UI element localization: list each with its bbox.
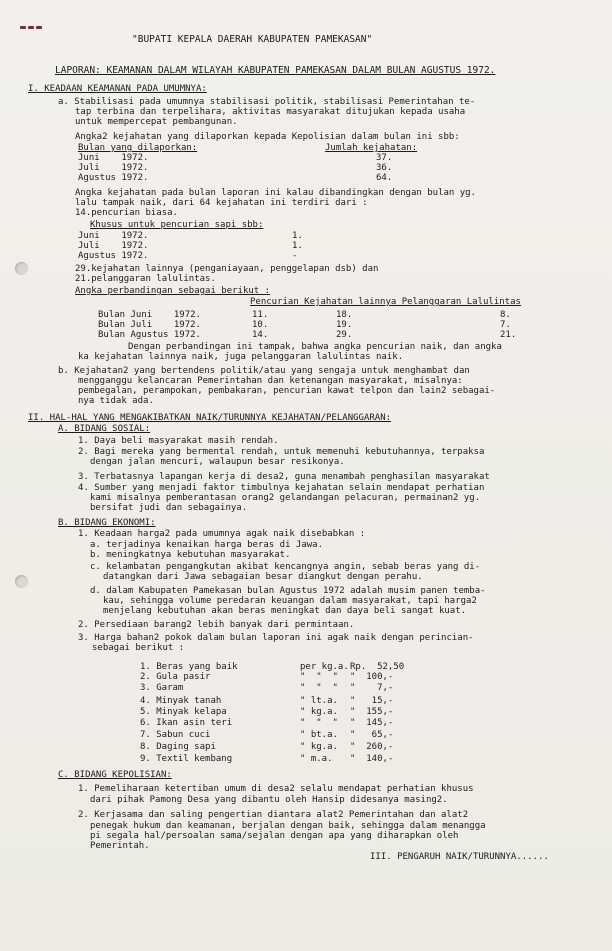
text-line: dari pihak Pamong Desa yang dibantu oleh Hansip didesanya masing2. [90, 795, 448, 805]
subsection-heading: A. BIDANG SOSIAL: [58, 424, 151, 434]
table-cell: 36. [376, 163, 393, 173]
table-cell: 37. [376, 153, 393, 163]
price-unit: " lt.a. [300, 696, 344, 706]
text-line: Dengan perbandingan ini tampak, bahwa angka pencurian naik, dan angka [128, 342, 502, 352]
text-line: b. Kejahatan2 yang bertendens politik/atau yang sengaja untuk menghambat dan [58, 366, 470, 376]
text-line: 3. Terbatasnya lapangan kerja di desa2, guna menambah penghasilan masyarakat [78, 472, 490, 482]
text-line: a. Stabilisasi pada umumnya stabilisasi politik, stabilisasi Pemerintahan te- [58, 97, 476, 107]
text-line: Angka2 kejahatan yang dilaporkan kepada Kepolisian dalam bulan ini sbb: [75, 132, 460, 142]
table-cell: - [292, 251, 298, 261]
table-cell: 10. [252, 320, 269, 330]
price-item: 4. Minyak tanah [140, 696, 222, 706]
column-header: Pencurian Kejahatan lainnya Pelanggaran Lalulintas [250, 297, 521, 307]
text-line: b. meningkatnya kebutuhan masyarakat. [90, 550, 291, 560]
text-line: 29.kejahatan lainnya (penganiayaan, penggelapan dsb) dan [75, 264, 379, 274]
document-title: "BUPATI KEPALA DAERAH KABUPATEN PAMEKASAN" [132, 34, 373, 45]
text-line: 14.pencurian biasa. [75, 208, 178, 218]
price-unit: " m.a. [300, 754, 344, 764]
table-cell: 21. [500, 330, 517, 340]
price-item: 1. Beras yang baik [140, 662, 238, 672]
price-value: " 7,- [350, 683, 394, 693]
text-line: 2. Kerjasama dan saling pengertian diantara alat2 Pemerintahan dan alat2 [78, 810, 469, 820]
price-value: Rp. 52,50 [350, 662, 405, 672]
table-cell: Bulan Agustus 1972. [98, 330, 201, 340]
text-line: sebagai berikut : [92, 643, 185, 653]
column-header: Bulan yang dilaporkan: [78, 143, 198, 153]
section-heading: I. KEADAAN KEAMANAN PADA UMUMNYA: [28, 84, 207, 94]
table-cell: 1. [292, 241, 303, 251]
subsection-heading: C. BIDANG KEPOLISIAN: [58, 770, 172, 780]
table-cell: Agustus 1972. [78, 173, 149, 183]
price-value: " 100,- [350, 672, 394, 682]
price-item: 6. Ikan asin teri [140, 718, 233, 728]
text-line: 21.pelanggaran lalulintas. [75, 274, 216, 284]
price-value: " 145,- [350, 718, 394, 728]
text-line: menjelang kebutuhan akan beras meningkat dan daya beli sangat kuat. [103, 606, 467, 616]
table-cell: Juli 1972. [78, 241, 149, 251]
price-value: " 65,- [350, 730, 394, 740]
continuation-note: III. PENGARUH NAIK/TURUNNYA...... [370, 852, 549, 862]
text-line: untuk mempercepat pembangunan. [75, 117, 238, 127]
text-line: kami misalnya pemberantasan orang2 gelandangan pelacuran, permainan2 yg. [90, 493, 481, 503]
punch-hole [15, 575, 28, 588]
text-line: 1. Pemeliharaan ketertiban umum di desa2 selalu mendapat perhatian khusus [78, 784, 474, 794]
table-cell: Agustus 1972. [78, 251, 149, 261]
text-line: pi segala hal/persoalan sama/sejalan dengan apa yang diharapkan oleh [90, 831, 459, 841]
text-line: 4. Sumber yang menjadi faktor timbulnya kejahatan selain mendapat perhatian [78, 483, 485, 493]
text-line: dengan jalan mencuri, walaupun besar resikonya. [90, 457, 345, 467]
table-cell: 1. [292, 231, 303, 241]
price-unit: " kg.a. [300, 742, 344, 752]
table-cell: 14. [252, 330, 269, 340]
text-line: a. terjadinya kenaikan harga beras di Jawa. [90, 540, 323, 550]
text-line: Angka kejahatan pada bulan laporan ini kalau dibandingkan dengan bulan yg. [75, 188, 476, 198]
price-item: 8. Daging sapi [140, 742, 216, 752]
table-cell: 29. [336, 330, 353, 340]
price-item: 3. Garam [140, 683, 184, 693]
text-line: lalu tampak naik, dari 64 kejahatan ini terdiri dari : [75, 198, 368, 208]
punch-hole [15, 262, 28, 275]
price-value: " 140,- [350, 754, 394, 764]
text-line: 2. Bagi mereka yang bermental rendah, untuk memenuhi kebutuhannya, terpaksa [78, 447, 485, 457]
text-line: mengganggu kelancaran Pemerintahan dan ketenangan masyarakat, misalnya: [78, 376, 463, 386]
price-unit: per kg.a. [300, 662, 349, 672]
price-unit: " kg.a. [300, 707, 344, 717]
text-line: 1. Keadaan harga2 pada umumnya agak naik disebabkan : [78, 529, 366, 539]
table-cell: 7. [500, 320, 511, 330]
section-heading: II. HAL-HAL YANG MENGAKIBATKAN NAIK/TURUNNYA KEJAHATAN/PELANGGARAN: [28, 413, 392, 423]
text-line: c. kelambatan pengangkutan akibat kencangnya angin, sebab beras yang di- [90, 562, 481, 572]
price-unit: " bt.a. [300, 730, 344, 740]
text-line: tap terbina dan terpelihara, aktivitas masyarakat ditujukan kepada usaha [75, 107, 466, 117]
subsection-heading: B. BIDANG EKONOMI: [58, 518, 156, 528]
report-subject: LAPORAN: KEAMANAN DALAM WILAYAH KABUPATEN PAMEKASAN DALAM BULAN AGUSTUS 1972. [55, 65, 496, 76]
table-cell: 11. [252, 310, 269, 320]
text-line: Khusus untuk pencurian sapi sbb: [90, 220, 264, 230]
table-cell: 18. [336, 310, 353, 320]
table-cell: Juni 1972. [78, 153, 149, 163]
text-line: pembegalan, perampokan, pembakaran, pencurian kawat telpon dan lain2 sebagai- [78, 386, 496, 396]
price-unit: " " " [300, 683, 344, 693]
table-cell: Juli 1972. [78, 163, 149, 173]
text-line: bersifat judi dan sebagainya. [90, 503, 248, 513]
table-cell: Bulan Juli 1972. [98, 320, 201, 330]
red-stamp-mark [20, 14, 48, 19]
price-item: 9. Textil kembang [140, 754, 233, 764]
text-line: Pemerintah. [90, 841, 150, 851]
table-cell: 64. [376, 173, 393, 183]
text-line: nya tidak ada. [78, 396, 154, 406]
price-item: 5. Minyak kelapa [140, 707, 227, 717]
table-cell: Bulan Juni 1972. [98, 310, 201, 320]
text-line: penegak hukum dan keamanan, berjalan dengan baik, sehingga dalam menangga [90, 821, 486, 831]
text-line: 3. Harga bahan2 pokok dalam bulan laporan ini agak naik dengan perincian- [78, 633, 474, 643]
price-unit: " " " [300, 672, 344, 682]
text-line: datangkan dari Jawa sebagaian besar diangkut dengan perahu. [103, 572, 423, 582]
table-cell: 8. [500, 310, 511, 320]
text-line: kau, sehingga volume peredaran keuangan dalam masyarakat, tapi harga2 [103, 596, 477, 606]
price-item: 7. Sabun cuci [140, 730, 211, 740]
price-item: 2. Gula pasir [140, 672, 211, 682]
table-cell: Juni 1972. [78, 231, 149, 241]
text-line: Angka perbandingan sebagai berikut : [75, 286, 271, 296]
price-value: " 260,- [350, 742, 394, 752]
column-header: Jumlah kejahatan: [325, 143, 418, 153]
text-line: 2. Persediaan barang2 lebih banyak dari permintaan. [78, 620, 355, 630]
text-line: ka kejahatan lainnya naik, juga pelanggaran lalulintas naik. [78, 352, 404, 362]
text-line: d. dalam Kabupaten Pamekasan bulan Agustus 1972 adalah musim panen temba- [90, 586, 486, 596]
price-value: " 15,- [350, 696, 394, 706]
price-value: " 155,- [350, 707, 394, 717]
price-unit: " " " [300, 718, 344, 728]
table-cell: 19. [336, 320, 353, 330]
text-line: 1. Daya beli masyarakat masih rendah. [78, 436, 279, 446]
